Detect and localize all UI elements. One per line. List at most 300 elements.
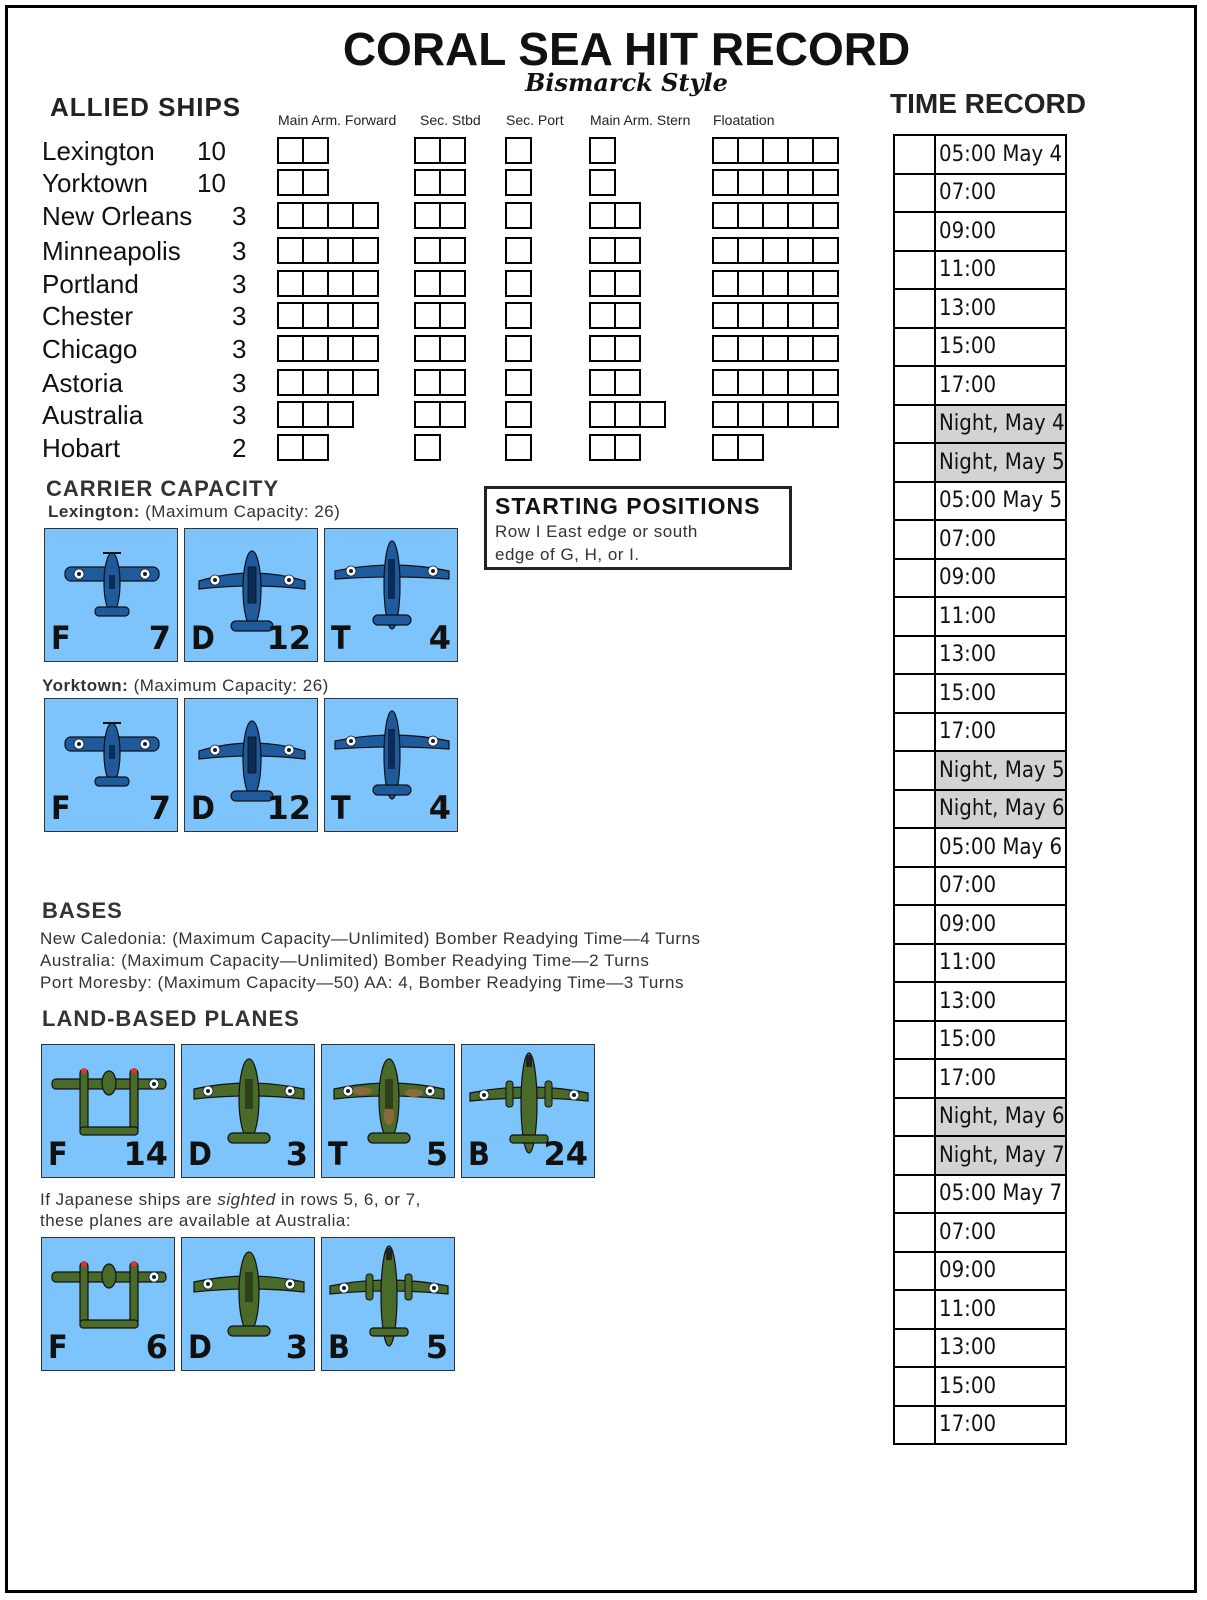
hit-checkbox[interactable] (505, 335, 532, 362)
hit-box-group (712, 302, 837, 329)
hit-box-group (277, 270, 377, 297)
time-label: 07:00 (935, 174, 1066, 213)
plane-counter (44, 528, 178, 662)
hit-checkbox[interactable] (712, 270, 739, 297)
hit-checkbox[interactable] (787, 335, 814, 362)
hit-checkbox[interactable] (712, 137, 739, 164)
time-row (894, 636, 1066, 675)
hit-box-group (505, 137, 530, 164)
hit-checkbox[interactable] (302, 137, 329, 164)
time-checkbox[interactable] (894, 790, 935, 829)
time-label: Night, May 4 (935, 405, 1066, 444)
hit-checkbox[interactable] (439, 169, 466, 196)
hit-checkbox[interactable] (589, 237, 616, 264)
hit-checkbox[interactable] (352, 369, 379, 396)
time-row (894, 405, 1066, 444)
yorktown-capacity-value: (Maximum Capacity: 26) (133, 676, 329, 695)
hit-checkbox[interactable] (352, 202, 379, 229)
hit-checkbox[interactable] (712, 369, 739, 396)
time-checkbox[interactable] (894, 636, 935, 675)
time-label: 15:00 (935, 1021, 1066, 1060)
time-checkbox[interactable] (894, 1059, 935, 1098)
hit-checkbox[interactable] (787, 137, 814, 164)
time-label: 11:00 (935, 1290, 1066, 1329)
sighted-note-pre: If Japanese ships are (40, 1190, 213, 1209)
time-row (894, 328, 1066, 367)
hit-box-group (277, 237, 377, 264)
hit-box-group (277, 302, 377, 329)
hit-checkbox[interactable] (737, 169, 764, 196)
time-checkbox[interactable] (894, 1252, 935, 1291)
ship-name: Australia (42, 400, 144, 430)
hit-checkbox[interactable] (712, 237, 739, 264)
hit-checkbox[interactable] (439, 302, 466, 329)
lexington-capacity-label: Lexington: (48, 502, 140, 521)
hit-checkbox[interactable] (614, 270, 641, 297)
hit-checkbox[interactable] (277, 137, 304, 164)
hit-checkbox[interactable] (614, 434, 641, 461)
hit-checkbox[interactable] (327, 302, 354, 329)
hit-checkbox[interactable] (277, 169, 304, 196)
time-row (894, 828, 1066, 867)
time-checkbox[interactable] (894, 1406, 935, 1445)
hit-checkbox[interactable] (762, 270, 789, 297)
time-label: 17:00 (935, 1059, 1066, 1098)
hit-checkbox[interactable] (302, 335, 329, 362)
hit-box-group (505, 202, 530, 229)
hit-checkbox[interactable] (737, 270, 764, 297)
hit-checkbox[interactable] (589, 202, 616, 229)
hit-checkbox[interactable] (302, 434, 329, 461)
counter-type: D (191, 619, 215, 657)
hit-checkbox[interactable] (277, 369, 304, 396)
time-checkbox[interactable] (894, 1290, 935, 1329)
counter-value: 6 (145, 1328, 168, 1366)
time-checkbox[interactable] (894, 982, 935, 1021)
hit-checkbox[interactable] (589, 335, 616, 362)
sighted-note-line2: these planes are available at Australia: (40, 1211, 352, 1230)
hit-checkbox[interactable] (352, 270, 379, 297)
time-checkbox[interactable] (894, 713, 935, 752)
hit-box-group (589, 302, 639, 329)
hit-checkbox[interactable] (737, 202, 764, 229)
hit-box-group (414, 434, 439, 461)
hit-checkbox[interactable] (737, 302, 764, 329)
hit-checkbox[interactable] (414, 169, 441, 196)
hit-checkbox[interactable] (712, 335, 739, 362)
ship-name: Yorktown (42, 168, 148, 198)
hit-checkbox[interactable] (277, 401, 304, 428)
hit-checkbox[interactable] (589, 434, 616, 461)
hit-box-group (277, 401, 352, 428)
hit-checkbox[interactable] (302, 302, 329, 329)
hit-checkbox[interactable] (812, 137, 839, 164)
hit-checkbox[interactable] (414, 237, 441, 264)
time-checkbox[interactable] (894, 674, 935, 713)
plane-counter (181, 1044, 315, 1178)
time-label: 05:00 May 6 (935, 828, 1066, 867)
time-label: 15:00 (935, 328, 1066, 367)
hit-checkbox[interactable] (762, 137, 789, 164)
plane-counter (324, 528, 458, 662)
hit-checkbox[interactable] (439, 369, 466, 396)
counter-value: 12 (266, 789, 311, 827)
ship-name: Minneapolis (42, 236, 181, 266)
time-checkbox[interactable] (894, 174, 935, 213)
time-checkbox[interactable] (894, 482, 935, 521)
time-row (894, 867, 1066, 906)
hit-box-group (589, 401, 664, 428)
hit-checkbox[interactable] (589, 401, 616, 428)
counter-value: 3 (285, 1328, 308, 1366)
hit-checkbox[interactable] (352, 237, 379, 264)
hit-checkbox[interactable] (787, 270, 814, 297)
hit-checkbox[interactable] (352, 335, 379, 362)
hit-checkbox[interactable] (712, 401, 739, 428)
time-row (894, 289, 1066, 328)
time-label: 13:00 (935, 982, 1066, 1021)
plane-counter (41, 1044, 175, 1178)
hit-checkbox[interactable] (505, 434, 532, 461)
hit-checkbox[interactable] (277, 237, 304, 264)
hit-checkbox[interactable] (302, 369, 329, 396)
plane-counter (44, 698, 178, 832)
time-checkbox[interactable] (894, 443, 935, 482)
hit-checkbox[interactable] (762, 335, 789, 362)
hit-checkbox[interactable] (439, 202, 466, 229)
hit-checkbox[interactable] (787, 369, 814, 396)
time-checkbox[interactable] (894, 1329, 935, 1368)
hit-checkbox[interactable] (812, 401, 839, 428)
ship-name: Lexington (42, 136, 155, 166)
counter-value: 5 (425, 1328, 448, 1366)
time-checkbox[interactable] (894, 1175, 935, 1214)
time-checkbox[interactable] (894, 1367, 935, 1406)
time-row (894, 443, 1066, 482)
hit-checkbox[interactable] (414, 302, 441, 329)
time-label: 15:00 (935, 1367, 1066, 1406)
time-label: Night, May 6 (935, 790, 1066, 829)
hit-checkbox[interactable] (414, 335, 441, 362)
time-checkbox[interactable] (894, 559, 935, 598)
hit-checkbox[interactable] (414, 369, 441, 396)
time-row (894, 1059, 1066, 1098)
hit-checkbox[interactable] (302, 169, 329, 196)
hit-checkbox[interactable] (712, 302, 739, 329)
time-checkbox[interactable] (894, 135, 935, 174)
counter-value: 4 (428, 789, 451, 827)
hit-checkbox[interactable] (277, 335, 304, 362)
counter-type: F (48, 1328, 68, 1366)
carrier-capacity-heading: CARRIER CAPACITY (46, 476, 280, 501)
hit-checkbox[interactable] (737, 434, 764, 461)
counter-type: F (51, 789, 71, 827)
hit-checkbox[interactable] (812, 202, 839, 229)
hit-checkbox[interactable] (327, 237, 354, 264)
hit-checkbox[interactable] (614, 369, 641, 396)
time-label: Night, May 5 (935, 751, 1066, 790)
hit-box-group (712, 401, 837, 428)
starting-positions-box (484, 486, 792, 570)
hit-checkbox[interactable] (277, 270, 304, 297)
hit-checkbox[interactable] (277, 202, 304, 229)
time-label: Night, May 5 (935, 443, 1066, 482)
time-row (894, 1290, 1066, 1329)
time-row (894, 559, 1066, 598)
time-checkbox[interactable] (894, 251, 935, 290)
hit-box-group (414, 369, 464, 396)
lexington-capacity (48, 502, 340, 522)
hit-checkbox[interactable] (614, 401, 641, 428)
time-row (894, 597, 1066, 636)
hit-checkbox[interactable] (812, 335, 839, 362)
counter-type: D (188, 1135, 212, 1173)
hit-checkbox[interactable] (589, 169, 616, 196)
hit-checkbox[interactable] (812, 270, 839, 297)
col-main-forward: Main Arm. Forward (278, 112, 397, 128)
hit-checkbox[interactable] (787, 202, 814, 229)
hit-checkbox[interactable] (812, 237, 839, 264)
hit-checkbox[interactable] (762, 237, 789, 264)
hit-box-group (505, 434, 530, 461)
time-checkbox[interactable] (894, 944, 935, 983)
time-label: 07:00 (935, 1213, 1066, 1252)
counter-type: T (331, 619, 351, 657)
hit-box-group (589, 169, 614, 196)
hit-checkbox[interactable] (439, 401, 466, 428)
hit-checkbox[interactable] (439, 137, 466, 164)
ship-value: 2 (232, 433, 247, 463)
hit-checkbox[interactable] (737, 237, 764, 264)
hit-checkbox[interactable] (327, 335, 354, 362)
hit-checkbox[interactable] (327, 401, 354, 428)
hit-checkbox[interactable] (589, 369, 616, 396)
time-row (894, 482, 1066, 521)
base-australia: Australia: (Maximum Capacity—Unlimited) Bomber Readying Time—2 Turns (40, 951, 650, 970)
time-label: 13:00 (935, 1329, 1066, 1368)
sighted-note-emphasis: sighted (217, 1190, 276, 1209)
hit-box-group (712, 137, 837, 164)
hit-checkbox[interactable] (505, 401, 532, 428)
time-row (894, 1406, 1066, 1445)
time-label: 17:00 (935, 1406, 1066, 1445)
counter-value: 4 (428, 619, 451, 657)
time-row (894, 1098, 1066, 1137)
hit-box-group (712, 169, 837, 196)
hit-box-group (505, 270, 530, 297)
hit-checkbox[interactable] (505, 237, 532, 264)
hit-checkbox[interactable] (439, 335, 466, 362)
hit-box-group (414, 202, 464, 229)
hit-checkbox[interactable] (414, 137, 441, 164)
hit-checkbox[interactable] (414, 202, 441, 229)
hit-checkbox[interactable] (327, 202, 354, 229)
base-new-caledonia: New Caledonia: (Maximum Capacity—Unlimited) Bomber Readying Time—4 Turns (40, 929, 701, 948)
sighted-note-line1 (40, 1190, 421, 1210)
time-checkbox[interactable] (894, 289, 935, 328)
hit-checkbox[interactable] (589, 137, 616, 164)
hit-checkbox[interactable] (787, 302, 814, 329)
hit-checkbox[interactable] (302, 237, 329, 264)
hit-checkbox[interactable] (812, 169, 839, 196)
hit-checkbox[interactable] (302, 401, 329, 428)
hit-checkbox[interactable] (762, 202, 789, 229)
time-label: Night, May 7 (935, 1136, 1066, 1175)
time-row (894, 1136, 1066, 1175)
time-checkbox[interactable] (894, 751, 935, 790)
time-row (894, 1367, 1066, 1406)
hit-box-group (414, 237, 464, 264)
hit-checkbox[interactable] (439, 237, 466, 264)
counter-type: B (328, 1328, 350, 1366)
bases-heading: BASES (42, 898, 123, 923)
hit-checkbox[interactable] (505, 369, 532, 396)
hit-box-group (277, 137, 327, 164)
ship-name: New Orleans (42, 201, 193, 231)
hit-checkbox[interactable] (302, 270, 329, 297)
hit-checkbox[interactable] (787, 237, 814, 264)
time-label: 05:00 May 4 (935, 135, 1066, 174)
time-row (894, 1252, 1066, 1291)
hit-checkbox[interactable] (414, 401, 441, 428)
time-row (894, 1213, 1066, 1252)
hit-box-group (589, 434, 639, 461)
hit-checkbox[interactable] (737, 401, 764, 428)
ship-value: 3 (232, 201, 247, 231)
hit-checkbox[interactable] (812, 369, 839, 396)
hit-checkbox[interactable] (414, 270, 441, 297)
hit-checkbox[interactable] (505, 202, 532, 229)
hit-checkbox[interactable] (737, 369, 764, 396)
hit-checkbox[interactable] (614, 202, 641, 229)
col-sec-stbd: Sec. Stbd (420, 112, 481, 128)
ship-name: Hobart (42, 433, 121, 463)
time-row (894, 790, 1066, 829)
time-checkbox[interactable] (894, 1098, 935, 1137)
time-label: 11:00 (935, 944, 1066, 983)
plane-counter (184, 528, 318, 662)
hit-box-group (414, 137, 464, 164)
counter-type: F (48, 1135, 68, 1173)
time-checkbox[interactable] (894, 905, 935, 944)
hit-checkbox[interactable] (737, 137, 764, 164)
hit-box-group (712, 434, 762, 461)
hit-checkbox[interactable] (589, 270, 616, 297)
hit-checkbox[interactable] (712, 202, 739, 229)
ship-name: Portland (42, 269, 139, 299)
hit-checkbox[interactable] (614, 237, 641, 264)
hit-checkbox[interactable] (614, 335, 641, 362)
hit-box-group (589, 202, 639, 229)
hit-checkbox[interactable] (762, 169, 789, 196)
hit-checkbox[interactable] (327, 369, 354, 396)
hit-checkbox[interactable] (762, 369, 789, 396)
hit-checkbox[interactable] (505, 302, 532, 329)
hit-checkbox[interactable] (505, 137, 532, 164)
time-record-heading: TIME RECORD (890, 88, 1086, 119)
hit-checkbox[interactable] (505, 270, 532, 297)
time-checkbox[interactable] (894, 1136, 935, 1175)
ship-name: Astoria (42, 368, 123, 398)
hit-checkbox[interactable] (505, 169, 532, 196)
ship-value: 3 (232, 368, 247, 398)
hit-box-group (414, 302, 464, 329)
hit-checkbox[interactable] (712, 169, 739, 196)
hit-checkbox[interactable] (639, 401, 666, 428)
hit-checkbox[interactable] (812, 302, 839, 329)
time-row (894, 751, 1066, 790)
counter-value: 24 (543, 1135, 588, 1173)
time-record-table (893, 134, 1067, 1445)
time-label: 09:00 (935, 1252, 1066, 1291)
hit-box-group (505, 169, 530, 196)
time-checkbox[interactable] (894, 828, 935, 867)
time-label: 09:00 (935, 559, 1066, 598)
hit-checkbox[interactable] (762, 401, 789, 428)
time-checkbox[interactable] (894, 212, 935, 251)
hit-box-group (277, 369, 377, 396)
hit-box-group (589, 237, 639, 264)
time-row (894, 713, 1066, 752)
hit-checkbox[interactable] (737, 335, 764, 362)
ship-value: 3 (232, 236, 247, 266)
hit-checkbox[interactable] (787, 401, 814, 428)
hit-checkbox[interactable] (277, 302, 304, 329)
counter-value: 12 (266, 619, 311, 657)
hit-checkbox[interactable] (327, 270, 354, 297)
time-checkbox[interactable] (894, 328, 935, 367)
base-port-moresby: Port Moresby: (Maximum Capacity—50) AA: 4, Bomber Readying Time—3 Turns (40, 973, 684, 992)
hit-checkbox[interactable] (712, 434, 739, 461)
time-checkbox[interactable] (894, 405, 935, 444)
hit-box-group (414, 335, 464, 362)
hit-checkbox[interactable] (352, 302, 379, 329)
hit-checkbox[interactable] (589, 302, 616, 329)
hit-box-group (589, 270, 639, 297)
time-checkbox[interactable] (894, 1021, 935, 1060)
hit-checkbox[interactable] (277, 434, 304, 461)
hit-checkbox[interactable] (302, 202, 329, 229)
time-label: 05:00 May 5 (935, 482, 1066, 521)
col-main-stern: Main Arm. Stern (590, 112, 691, 128)
time-row (894, 1329, 1066, 1368)
time-checkbox[interactable] (894, 366, 935, 405)
ship-value: 3 (232, 269, 247, 299)
time-checkbox[interactable] (894, 597, 935, 636)
counter-value: 3 (285, 1135, 308, 1173)
hit-box-group (414, 401, 464, 428)
hit-checkbox[interactable] (414, 434, 441, 461)
ship-value: 3 (232, 301, 247, 331)
hit-checkbox[interactable] (787, 169, 814, 196)
time-row (894, 674, 1066, 713)
hit-checkbox[interactable] (762, 302, 789, 329)
time-checkbox[interactable] (894, 520, 935, 559)
hit-checkbox[interactable] (439, 270, 466, 297)
hit-box-group (505, 335, 530, 362)
starting-positions-line1: Row I East edge or south (495, 522, 698, 541)
hit-checkbox[interactable] (614, 302, 641, 329)
plane-counter (184, 698, 318, 832)
time-label: 05:00 May 7 (935, 1175, 1066, 1214)
time-row (894, 174, 1066, 213)
page-title: CORAL SEA HIT RECORD (342, 23, 911, 75)
counter-value: 7 (148, 619, 171, 657)
time-checkbox[interactable] (894, 1213, 935, 1252)
time-checkbox[interactable] (894, 867, 935, 906)
plane-counter (321, 1237, 455, 1371)
time-label: 17:00 (935, 366, 1066, 405)
